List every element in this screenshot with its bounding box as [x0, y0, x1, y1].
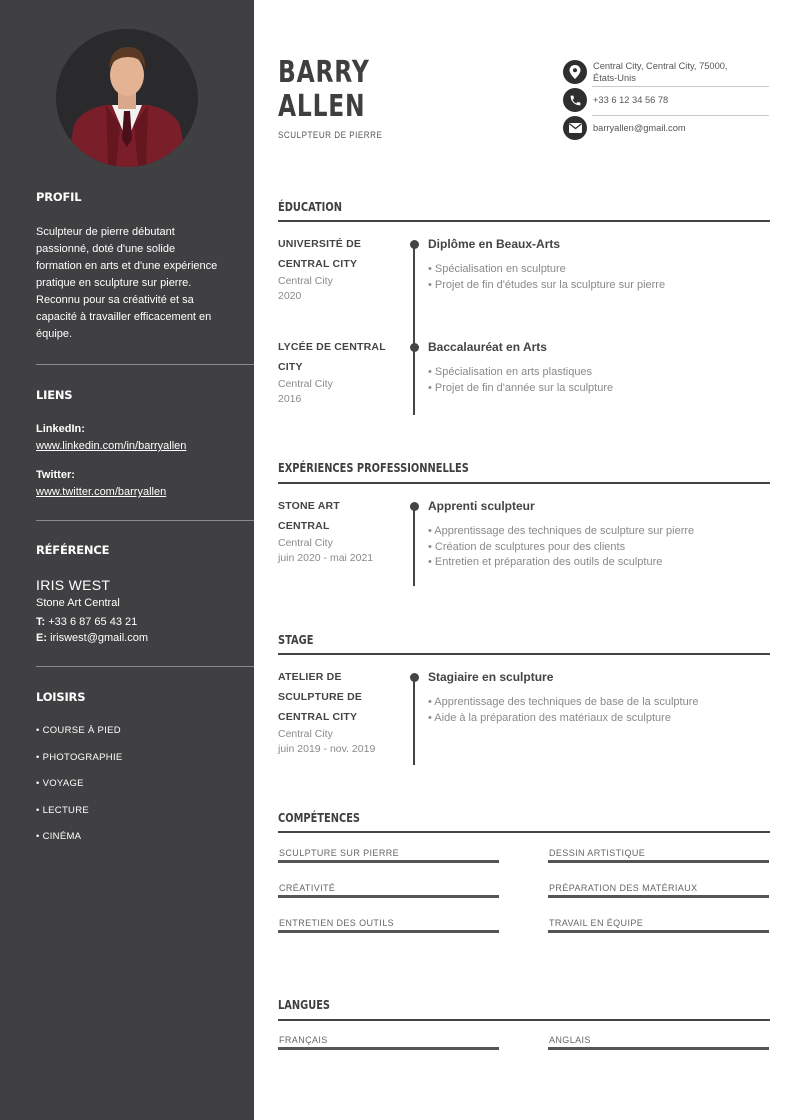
bullet-item: • Apprentissage des techniques de base de la sculpture	[428, 696, 699, 708]
bullet-item: • Création de sculptures pour des clients	[428, 540, 626, 553]
person-name	[278, 56, 370, 124]
entry-date: juin 2019 - nov. 2019	[278, 743, 376, 755]
reference-phone	[36, 614, 137, 631]
contact-email	[563, 116, 769, 140]
experience-entry-left	[278, 496, 398, 566]
profile-text: Sculpteur de pierre débutant passionné, doté d'une solide formation en arts et d'une expérience pratique en sculpture sur pierre. Reconnu pour sa créativité et sa capacité à travailler efficacement en équipe.	[36, 226, 218, 340]
bullet-item: • Apprentissage des techniques de sculpture sur pierre	[428, 525, 695, 537]
twitter-link[interactable]: www.twitter.com/barryallen	[36, 486, 167, 498]
section-rule	[278, 482, 770, 484]
entry-organization: UNIVERSITÉ DE CENTRAL CITY	[278, 238, 362, 270]
entry-date: juin 2020 - mai 2021	[278, 552, 374, 564]
entry-title: Apprenti sculpteur	[428, 499, 535, 513]
reference-heading: RÉFÉRENCE	[36, 543, 110, 557]
hobby-item: • COURSE À PIED	[36, 725, 121, 736]
bullet-item: • Aide à la préparation des matériaux de sculpture	[428, 711, 671, 724]
skill-bar	[548, 930, 769, 933]
internship-heading: STAGE	[278, 633, 314, 647]
skill-label: DESSIN ARTISTIQUE	[549, 848, 646, 858]
skill-label: CRÉATIVITÉ	[279, 883, 336, 893]
divider	[36, 666, 254, 667]
entry-date: 2020	[278, 290, 302, 302]
reference-phone-label: T:	[36, 616, 46, 628]
phone-icon	[563, 88, 587, 112]
skill-item	[548, 918, 769, 933]
skill-item	[278, 918, 499, 933]
twitter-label: Twitter:	[36, 469, 75, 481]
reference-email-value: iriswest@gmail.com	[50, 632, 149, 644]
education-heading: ÉDUCATION	[278, 200, 342, 214]
job-title: SCULPTEUR DE PIERRE	[278, 130, 383, 141]
hobby-item: • VOYAGE	[36, 778, 84, 789]
divider	[36, 364, 254, 365]
skill-bar	[548, 860, 769, 863]
education-entry-2-left	[278, 337, 398, 407]
entry-city: Central City	[278, 537, 333, 549]
email-text: barryallen@gmail.com	[593, 123, 686, 133]
section-rule	[278, 220, 770, 222]
entry-organization: STONE ART CENTRAL	[278, 500, 340, 532]
bullet-item: • Projet de fin d'année sur la sculpture	[428, 381, 614, 394]
skill-label: ENTRETIEN DES OUTILS	[279, 918, 395, 928]
entry-bullets	[428, 524, 694, 571]
reference-name: IRIS WEST	[36, 577, 111, 593]
skill-item	[278, 883, 499, 898]
timeline-dot	[410, 343, 419, 352]
language-bar	[548, 1047, 769, 1050]
entry-bullets	[428, 262, 665, 293]
hobbies-heading: LOISIRS	[36, 690, 86, 704]
skill-bar	[278, 930, 499, 933]
reference-phone-value: +33 6 87 65 43 21	[48, 616, 138, 628]
divider	[36, 520, 254, 521]
skill-label: PRÉPARATION DES MATÉRIAUX	[549, 883, 698, 893]
languages-heading: LANGUES	[278, 998, 331, 1012]
linkedin-link-block	[36, 421, 186, 455]
timeline-line	[413, 677, 415, 765]
hobby-item: • CINÉMA	[36, 831, 82, 842]
language-bar	[278, 1047, 499, 1050]
entry-city: Central City	[278, 275, 333, 287]
linkedin-link[interactable]: www.linkedin.com/in/barryallen	[36, 440, 187, 452]
profile-heading: PROFIL	[36, 190, 82, 204]
phone-text: +33 6 12 34 56 78	[593, 95, 669, 105]
language-label: ANGLAIS	[549, 1035, 591, 1045]
contact-address	[563, 60, 769, 84]
entry-bullets	[428, 365, 613, 396]
entry-organization: ATELIER DE SCULPTURE DE CENTRAL CITY	[278, 671, 363, 723]
bullet-item: • Projet de fin d'études sur la sculpture sur pierre	[428, 278, 666, 291]
name-line-2: ALLEN	[278, 89, 366, 124]
envelope-icon	[563, 116, 587, 140]
timeline-dot	[410, 240, 419, 249]
twitter-link-block	[36, 467, 166, 501]
skill-bar	[278, 860, 499, 863]
section-rule	[278, 653, 770, 655]
education-entry-1-left	[278, 234, 398, 304]
timeline-line	[413, 243, 415, 415]
skill-item	[548, 848, 769, 863]
section-rule	[278, 1019, 770, 1021]
reference-email	[36, 630, 148, 647]
language-item	[278, 1035, 499, 1050]
entry-title: Diplôme en Beaux-Arts	[428, 237, 561, 251]
entry-organization: LYCÉE DE CENTRAL CITY	[278, 341, 386, 373]
timeline-dot	[410, 502, 419, 511]
reference-company: Stone Art Central	[36, 597, 120, 609]
skill-bar	[278, 895, 499, 898]
skill-item	[548, 883, 769, 898]
sidebar	[0, 0, 254, 1120]
skill-item	[278, 848, 499, 863]
entry-city: Central City	[278, 378, 333, 390]
linkedin-label: LinkedIn:	[36, 423, 85, 435]
entry-title: Baccalauréat en Arts	[428, 340, 547, 354]
name-line-1: BARRY	[278, 55, 370, 90]
language-label: FRANÇAIS	[279, 1035, 328, 1045]
entry-bullets	[428, 695, 698, 726]
skill-bar	[548, 895, 769, 898]
skill-label: TRAVAIL EN ÉQUIPE	[549, 918, 644, 928]
language-item	[548, 1035, 769, 1050]
bullet-item: • Entretien et préparation des outils de sculpture	[428, 556, 663, 568]
entry-date: 2016	[278, 393, 302, 405]
entry-title: Stagiaire en sculpture	[428, 670, 554, 684]
contact-phone	[563, 88, 769, 112]
bullet-item: • Spécialisation en sculpture	[428, 263, 566, 275]
timeline-dot	[410, 673, 419, 682]
location-pin-icon	[563, 60, 587, 84]
avatar	[56, 29, 198, 167]
skill-label: SCULPTURE SUR PIERRE	[279, 848, 400, 858]
address-text: Central City, Central City, 75000, États-Unis	[593, 61, 728, 83]
timeline-line	[413, 506, 415, 586]
links-heading: LIENS	[36, 388, 73, 402]
contact-divider	[592, 86, 769, 87]
internship-entry-left	[278, 667, 398, 757]
section-rule	[278, 831, 770, 833]
bullet-item: • Spécialisation en arts plastiques	[428, 366, 593, 378]
entry-city: Central City	[278, 728, 333, 740]
reference-email-label: E:	[36, 632, 47, 644]
hobby-item: • LECTURE	[36, 805, 90, 816]
experience-heading: EXPÉRIENCES PROFESSIONNELLES	[278, 461, 469, 475]
skills-heading: COMPÉTENCES	[278, 811, 361, 825]
hobby-item: • PHOTOGRAPHIE	[36, 752, 123, 763]
